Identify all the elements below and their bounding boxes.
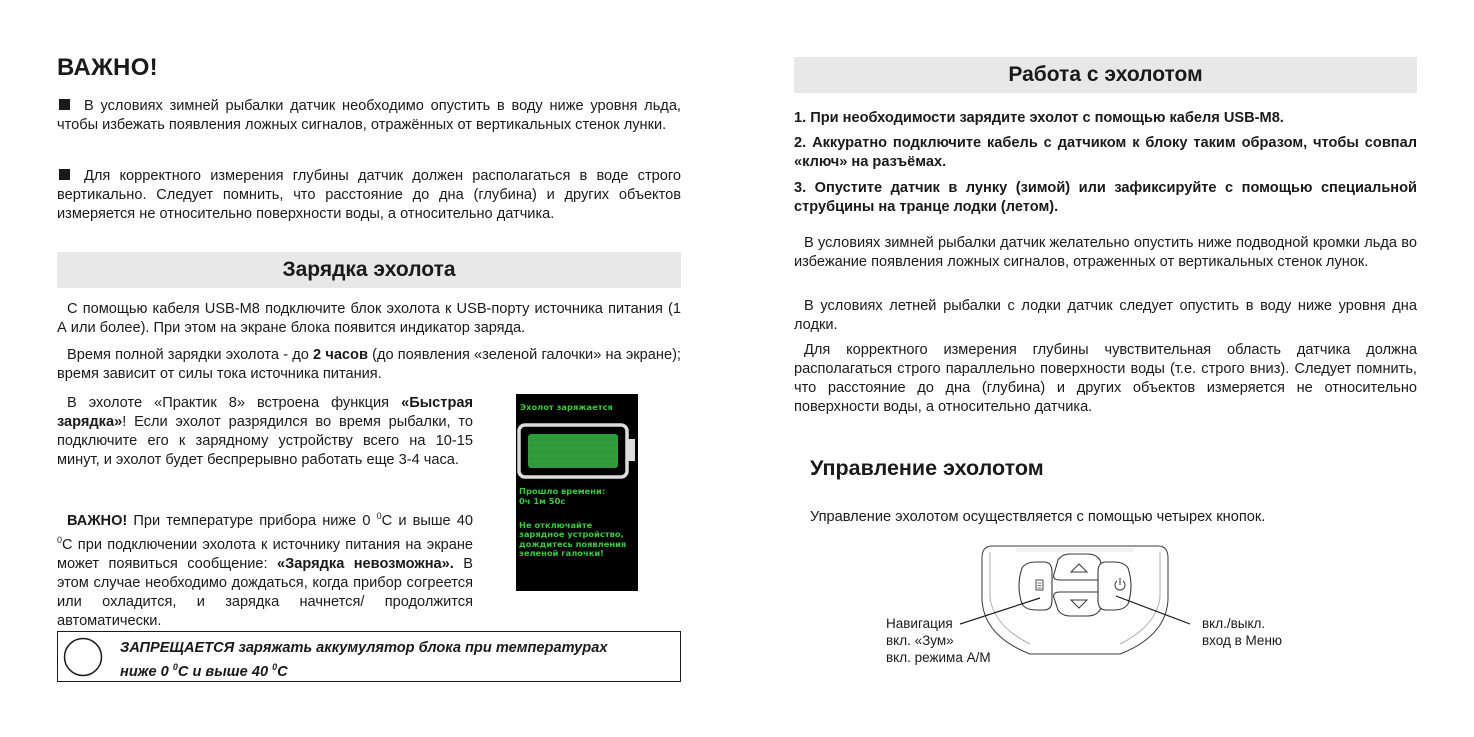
mode-label: вкл. режима A/M bbox=[886, 650, 991, 665]
text-span: С при подключении эхолота к источнику питания на экране может появиться сообщение: bbox=[57, 536, 473, 572]
control-heading: Управление эхолотом bbox=[810, 456, 1044, 480]
bold-span: «Зарядка невозможна». bbox=[277, 555, 454, 572]
bullet-text-1: В условиях зимней рыбалки датчик необходимо опустить в воду ниже уровня льда, чтобы избежать появления ложных сигналов, отражённых от вертикальных стенок лунки. bbox=[57, 98, 681, 133]
right-labels bbox=[1202, 615, 1282, 649]
right-paragraph-1: В условиях зимней рыбалки датчик желательно опустить ниже подводной кромки льда во избежание появления ложных сигналов, отраженных от вертикальных стенок лунок. bbox=[794, 235, 1417, 270]
zoom-label: вкл. «Зум» bbox=[886, 633, 954, 648]
warning-box bbox=[57, 631, 681, 682]
charging-paragraph-3 bbox=[57, 394, 473, 470]
right-paragraph-3: Для корректного измерения глубины чувствительная область датчика должна располагаться строго параллельно поверхности воды (т.е. строго вниз). Следует помнить, что расстояние до дна (глубина) и других объектов измеряется не относительно поверхности воды, а относительно датчика. bbox=[794, 342, 1417, 415]
warning-text bbox=[120, 639, 607, 682]
text-span: ! Если эхолот разрядился во время рыбалки, то подключите его к зарядному устройству всего на 10-15 минут, и эхолот будет беспрерывно работать еще 3-4 часа. bbox=[57, 414, 473, 468]
square-bullet-icon bbox=[59, 169, 70, 180]
text-span: С и выше 40 bbox=[177, 663, 273, 680]
charging-paragraph-4 bbox=[57, 507, 473, 631]
bold-span: 2 часов bbox=[313, 347, 368, 363]
text-span: Время полной зарядки эхолота - до bbox=[67, 347, 314, 363]
text-span: С и выше 40 bbox=[381, 512, 474, 529]
bullet-paragraph-1 bbox=[57, 97, 681, 135]
step-3: 3. Опустите датчик в лунку (зимой) или зафиксируйте с помощью специальной струбцины на транце лодки (летом). bbox=[794, 180, 1417, 215]
device-buttons-diagram bbox=[960, 540, 1190, 666]
bold-span: ВАЖНО! bbox=[67, 512, 128, 529]
text-span: В эхолоте «Практик 8» встроена функция bbox=[67, 395, 402, 411]
charging-paragraph-2 bbox=[57, 346, 681, 384]
charging-paragraph-1: С помощью кабеля USB-M8 подключите блок эхолота к USB-порту источника питания (1 А или более). При этом на экране блока появится индикатор заряда. bbox=[57, 301, 681, 336]
bullet-paragraph-2 bbox=[57, 167, 681, 224]
battery-icon bbox=[516, 422, 638, 482]
navigation-label: Навигация bbox=[886, 616, 953, 631]
right-paragraph-2: В условиях летней рыбалки с лодки датчик следует опустить в воду ниже уровня дна лодки. bbox=[794, 298, 1417, 333]
degree-sup: 0 bbox=[57, 534, 63, 545]
down-button[interactable] bbox=[1054, 592, 1105, 616]
warning-line-2 bbox=[120, 658, 607, 682]
bold-span: «Быстрая зарядка» bbox=[57, 395, 473, 430]
step-1: 1. При необходимости зарядите эхолот с помощью кабеля USB-M8. bbox=[794, 110, 1284, 126]
degree-sup: 0 bbox=[272, 662, 278, 672]
important-heading: ВАЖНО! bbox=[57, 54, 158, 81]
square-bullet-icon bbox=[59, 99, 70, 110]
power-label: вкл./выкл. bbox=[1202, 616, 1266, 631]
up-button[interactable] bbox=[1054, 554, 1105, 580]
degree-sup: 0 bbox=[376, 511, 382, 521]
elapsed-value: 0ч 1м 50с bbox=[519, 496, 566, 506]
elapsed-label: Прошло времени: bbox=[519, 486, 606, 496]
left-labels bbox=[886, 615, 991, 666]
step-2: 2. Аккуратно подключите кабель с датчиком к блоку таким образом, чтобы совпал «ключ» на разъёмах. bbox=[794, 135, 1417, 170]
text-span: ниже 0 bbox=[120, 663, 173, 680]
text-span: При температуре прибора ниже 0 bbox=[127, 512, 377, 529]
work-heading: Работа с эхолотом bbox=[794, 57, 1417, 93]
menu-label: вход в Меню bbox=[1202, 633, 1283, 648]
control-text: Управление эхолотом осуществляется с помощью четырех кнопок. bbox=[810, 509, 1266, 525]
prohibition-circle-icon bbox=[62, 636, 104, 678]
power-button[interactable] bbox=[1098, 562, 1131, 610]
screen-note: Не отключайте зарядное устройство, дождитесь появления зеленой галочки! bbox=[519, 520, 627, 559]
charging-screen-image bbox=[516, 394, 638, 591]
warning-line-1: ЗАПРЕЩАЕТСЯ заряжать аккумулятор блока при температурах bbox=[120, 640, 608, 656]
text-span: (до появления «зеленой галочки» на экране); время зависит от силы тока источника питания. bbox=[57, 347, 681, 382]
degree-sup: 0 bbox=[172, 662, 178, 672]
bullet-text-2: Для корректного измерения глубины датчик должен располагаться в воде строго вертикально. Следует помнить, что расстояние до дна (глубина) и других объектов измеряется не относительно поверхности воды, а относительно датчика. bbox=[57, 168, 681, 222]
screen-title: Эхолот заряжается bbox=[520, 402, 613, 412]
charging-heading: Зарядка эхолота bbox=[57, 252, 681, 288]
text-span: С bbox=[277, 663, 288, 680]
text-span: В этом случае необходимо дождаться, когда прибор согреется или охладится, и зарядка начнется/ продолжится автоматически. bbox=[57, 555, 473, 629]
